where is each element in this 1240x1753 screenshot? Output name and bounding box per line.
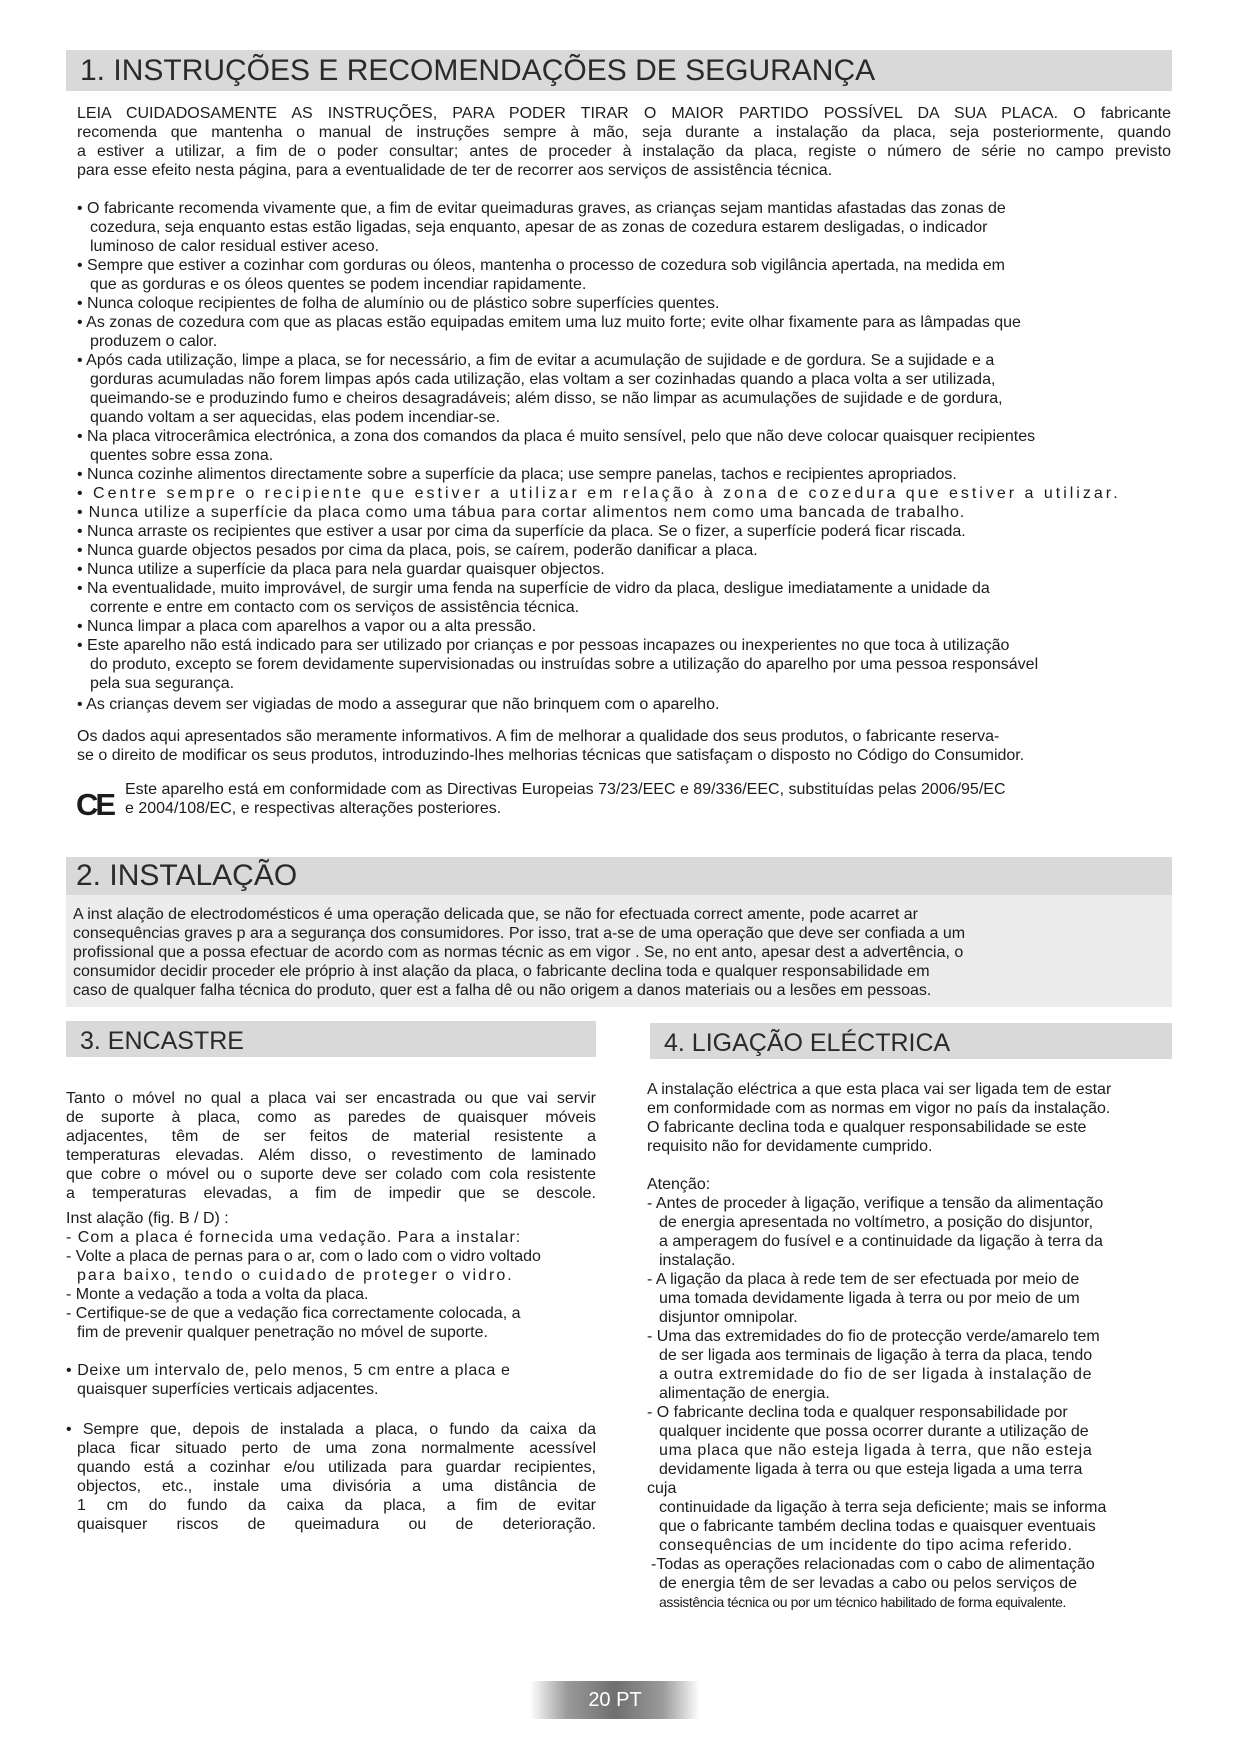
list-item: • Nunca coloque recipientes de folha de alumínio ou de plástico sobre superfícies quentes. [77, 295, 720, 312]
safety-bullet-list [77, 199, 1171, 714]
page-number-footer [530, 1681, 700, 1719]
list-item: quentes sobre essa zona. [90, 447, 274, 464]
installation-paragraph: A inst alação de electrodomésticos é uma operação delicada que, se não for efectuada correct amente, pode acarret ar consequências graves p ara a segurança dos consumidores. Por isso, trat a-se de uma operação que deve ser confiada a um profissional que a possa efectuar de acordo com as normas técnic as em vigor . Se, no ent anto, apesar dest a advertência, o consumidor decidir proceder ele próprio à inst alação da placa, o fabricante declina toda e qualquer responsabilidade em caso de qualquer falha técnica do produto, quer est a falha dê ou não origem a danos materiais ou a lesões em pessoas. [73, 906, 966, 999]
list-item: • Após cada utilização, limpe a placa, se for necessário, a fim de evitar a acumulação de sujidade e de gordura. Se a sujidade e a [77, 352, 995, 369]
section-1-heading: 1. INSTRUÇÕES E RECOMENDAÇÕES DE SEGURANÇA [66, 50, 1172, 91]
encastre-paragraph-1: Tanto o móvel no qual a placa vai ser encastrada ou que vai servir de suporte à placa, como as paredes de quaisquer móveis adjacentes, têm de ser feitos de material resistente a temperaturas elevadas. Além disso, o revestimento de laminado que cobre o móvel ou o suporte deve ser colado com cola resistente a temperaturas elevadas, a fim de impedir que se descole. [66, 1090, 596, 1202]
list-item: quando voltam a ser aquecidas, elas podem incendiar-se. [90, 409, 501, 426]
list-item: gorduras acumuladas não forem limpas após cada utilização, elas voltam a ser cozinhadas quando a placa volta a ser utilizada, [90, 371, 996, 388]
list-item: • Nunca guarde objectos pesados por cima da placa, pois, se caírem, poderão danificar a placa. [77, 542, 758, 559]
list-item: • As zonas de cozedura com que as placas estão equipadas emitem uma luz muito forte; evite olhar fixamente para as lâmpadas que [77, 314, 1021, 331]
list-item: • Na eventualidade, muito improvável, de surgir uma fenda na superfície de vidro da placa, desligue imediatamente a unidade da [77, 580, 990, 597]
encastre-paragraph-4: • Sempre que, depois de instalada a placa, o fundo da caixa da placa ficar situado perto de uma zona normalmente acessível quando está a cozinhar e/ou utilizada para guardar recipientes, objectos, etc., instale uma divisória a uma distância de 1 cm do fundo da caixa da placa, a fim de evitar quaisquer riscos de queimadura ou de deterioração. [66, 1421, 596, 1533]
list-item: produzem o calor. [90, 333, 218, 350]
list-item: • Sempre que estiver a cozinhar com gorduras ou óleos, mantenha o processo de cozedura sob vigilância apertada, na medida em [77, 257, 1005, 274]
list-item: queimando-se e produzindo fumo e cheiros desagradáveis; além disso, se não limpar as acumulações de sujidade e de gordura, [90, 390, 1003, 407]
list-item: do produto, excepto se forem devidamente supervisionadas ou instruídas sobre a utilização do aparelho por uma pessoa responsável [90, 656, 1039, 673]
section-3-heading: 3. ENCASTRE [66, 1021, 596, 1057]
list-item: que as gorduras e os óleos quentes se podem incendiar rapidamente. [90, 276, 587, 293]
list-item: cozedura, seja enquanto estas estão ligadas, seja enquanto, apesar de as zonas de cozedura estarem desligadas, o indicador [90, 219, 988, 236]
encastre-paragraph-3: • Deixe um intervalo de, pelo menos, 5 cm entre a placa e quaisquer superfícies verticais adjacentes. [66, 1362, 511, 1398]
list-item: • Nunca arraste os recipientes que estiver a usar por cima da superfície da placa. Se o fizer, a superfície poderá ficar riscada. [77, 523, 966, 540]
section-2-heading: 2. INSTALAÇÃO [66, 857, 1172, 895]
intro-paragraph: LEIA CUIDADOSAMENTE AS INSTRUÇÕES, PARA PODER TIRAR O MAIOR PARTIDO POSSÍVEL DA SUA PLACA. O fabricante recomenda que mantenha o manual de instruções sempre à mão, seja durante a instalação da placa, seja posteriormente, quando a estiver a utilizar, a fim de o poder consultar; antes de proceder à instalação da placa, registe o número de série no campo previsto para esse efeito nesta página, para a eventualidade de ter de recorrer aos serviços de assistência técnica. [77, 105, 1171, 179]
ligacao-attention-list: Atenção: - Antes de proceder à ligação, verifique a tensão da alimentação de energia apresentada no voltímetro, a posição do disjuntor, a amperagem do fusível e a continuidade da ligação à terra da instalação. - A ligação da placa à rede tem de ser efectuada por meio de uma tomada devidamente ligada à terra ou por meio de um disjuntor omnipolar. - Uma das extremidades do fio de protecção verde/amarelo tem de ser ligada aos terminais de ligação à terra da placa, tendo a outra extremidade do fio de ser ligada à instalação de alimentação de energia. - O fabricante declina toda e qualquer responsabilidade por qualquer incidente que possa ocorrer durante a utilização de uma placa que não esteja ligada à terra, que não esteja devidamente ligada à terra ou que esteja ligada a uma terra cuja continuidade da ligação à terra seja deficiente; mais se informa que o fabricante também declina todas e quaisquer eventuais consequências de um incidente do tipo acima referido. -Todas as operações relacionadas com o cabo de alimentação de energia têm de ser levadas a cabo ou pelos serviços de assistência técnica ou por um técnico habilitado de forma equivalente. [647, 1176, 1107, 1610]
list-item: corrente e entre em contacto com os serviços de assistência técnica. [90, 599, 580, 616]
ce-conformity-text: Este aparelho está em conformidade com as Directivas Europeias 73/23/EEC e 89/336/EEC, substituídas pelas 2006/95/EC e 2004/108/EC, e respectivas alterações posteriores. [125, 781, 1006, 817]
list-item: • Centre sempre o recipiente que estiver a utilizar em relação à zona de cozedura que estiver a utilizar. [77, 485, 1121, 502]
list-item: • Este aparelho não está indicado para ser utilizado por crianças e por pessoas incapazes ou inexperientes no que toca à utilização [77, 637, 1010, 654]
list-item: • Nunca utilize a superfície da placa para nela guardar quaisquer objectos. [77, 561, 605, 578]
ce-mark-icon: CE [76, 787, 114, 822]
list-item: pela sua segurança. [90, 675, 235, 692]
list-item: • Nunca utilize a superfície da placa como uma tábua para cortar alimentos nem como uma bancada de trabalho. [77, 504, 966, 521]
list-item: • Nunca limpar a placa com aparelhos a vapor ou a alta pressão. [77, 618, 537, 635]
list-item: • As crianças devem ser vigiadas de modo a assegurar que não brinquem com o aparelho. [77, 696, 720, 713]
info-paragraph: Os dados aqui apresentados são meramente informativos. A fim de melhorar a qualidade dos seus produtos, o fabricante reserva- se o direito de modificar os seus produtos, introduzindo-lhes melhorias técnicas que satisfaçam o disposto no Código do Consumidor. [77, 728, 1025, 764]
section-4-heading: 4. LIGAÇÃO ELÉCTRICA [650, 1023, 1172, 1059]
list-item: • Na placa vitrocerâmica electrónica, a zona dos comandos da placa é muito sensível, pelo que não deve colocar quaisquer recipientes [77, 428, 1036, 445]
list-item: • Nunca cozinhe alimentos directamente sobre a superfície da placa; use sempre panelas, tachos e recipientes apropriados. [77, 466, 957, 483]
encastre-installation-steps: Inst alação (fig. B / D) : - Com a placa é fornecida uma vedação. Para a instalar: - Volte a placa de pernas para o ar, com o lado com o vidro voltado para baixo, tendo o cuidado de proteger o vidro. - Monte a vedação a toda a volta da placa. - Certifique-se de que a vedação fica correctamente colocada, a fim de prevenir qualquer penetração no móvel de suporte. [66, 1210, 541, 1341]
ligacao-paragraph-1: A instalação eléctrica a que esta placa vai ser ligada tem de estar em conformidade com as normas em vigor no país da instalação. O fabricante declina toda e qualquer responsabilidade se este requisito não for devidamente cumprido. [647, 1081, 1112, 1155]
list-item: luminoso de calor residual estiver aceso. [90, 238, 380, 255]
page-number: 20 PT [588, 1689, 642, 1711]
list-item: • O fabricante recomenda vivamente que, a fim de evitar queimaduras graves, as crianças sejam mantidas afastadas das zonas de [77, 200, 1006, 217]
